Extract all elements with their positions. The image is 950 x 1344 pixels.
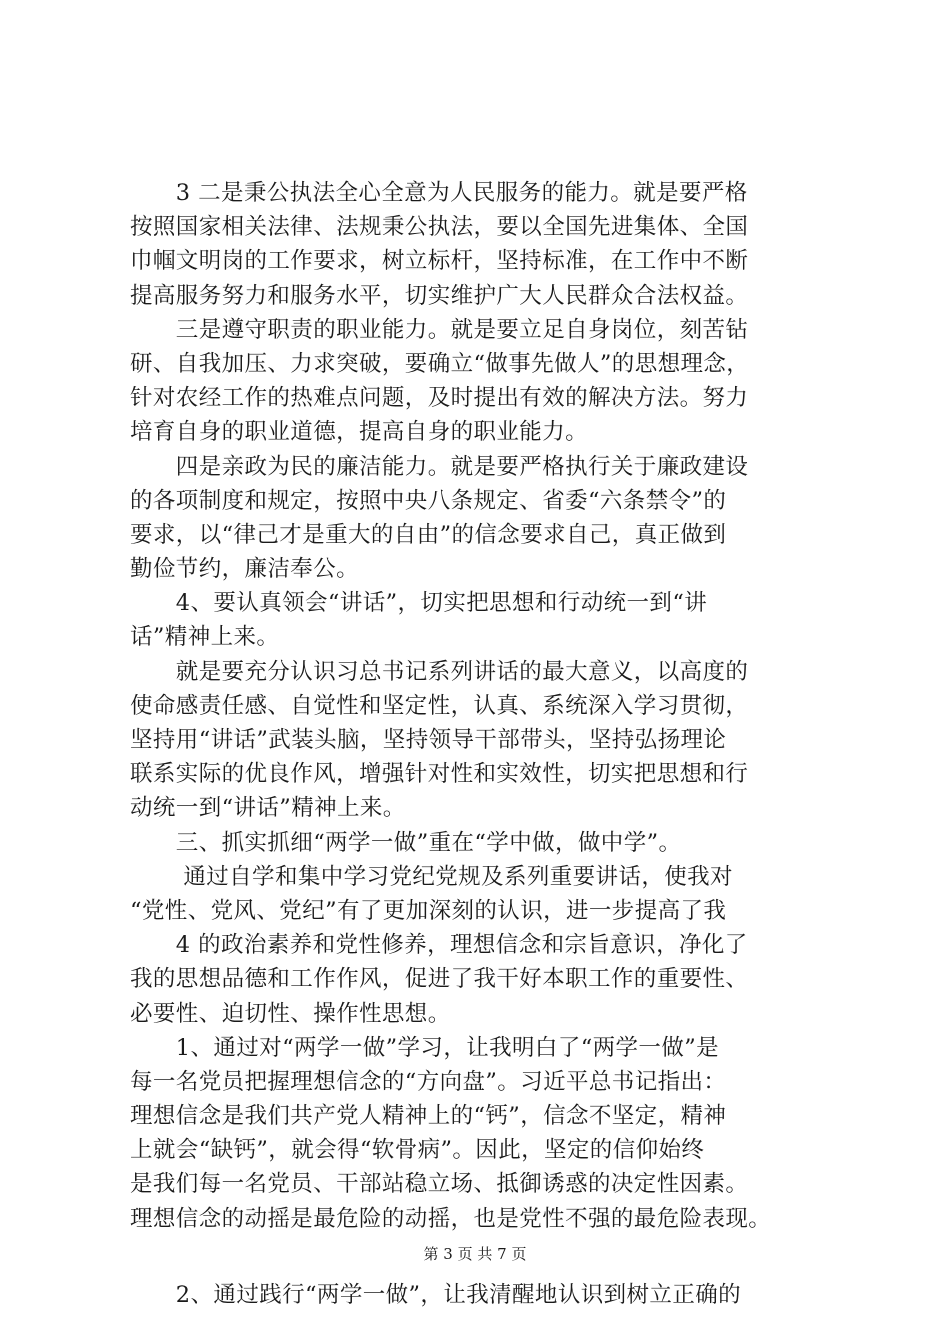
text-line: 坚持用“讲话”武装头脑，坚持领导干部带头，坚持弘扬理论 xyxy=(130,727,727,753)
text-line: “党性、党风、党纪”有了更加深刻的认识，进一步提高了我 xyxy=(130,897,727,924)
text-line: 要求，以“律己才是重大的自由”的信念要求自己，真正做到 xyxy=(130,521,727,548)
text-line: 3 二是秉公执法全心全意为人民服务的能力。就是要严格 xyxy=(130,180,748,206)
text-line: 勤俭节约，廉洁奉公。 xyxy=(130,556,360,583)
text-line: 按照国家相关法律、法规秉公执法，要以全国先进集体、全国 xyxy=(130,214,749,241)
text-line: 必要性、迫切性、操作性思想。 xyxy=(130,1000,451,1027)
document-body xyxy=(130,176,830,1312)
text-line: 2、通过践行“两学一做”，让我清醒地认识到树立正确的 xyxy=(130,1281,742,1308)
text-line: 4 的政治素养和党性修养，理想信念和宗旨意识，净化了 xyxy=(130,932,748,959)
text-line: 我的思想品德和工作作风，促进了我干好本职工作的重要性、 xyxy=(130,966,749,993)
text-line: 理想信念的动摇是最危险的动摇，也是党性不强的最危险表现。 xyxy=(130,1205,772,1232)
section-heading: 三、抓实抓细“两学一做”重在“学中做，做中学”。 xyxy=(130,829,682,856)
text-line: 通过自学和集中学习党纪党规及系列重要讲话，使我对 xyxy=(130,863,733,890)
page-footer: 第 3 页 共 7 页 xyxy=(423,1245,527,1263)
text-line: 是我们每一名党员、干部站稳立场、抵御诱惑的决定性因素。 xyxy=(130,1171,749,1198)
text-line: 巾帼文明岗的工作要求，树立标杆，坚持标准，在工作中不断 xyxy=(130,248,749,275)
text-line: 使命感责任感、自觉性和坚定性，认真、系统深入学习贯彻， xyxy=(130,692,749,719)
text-line: 三是遵守职责的职业能力。就是要立足自身岗位，刻苦钻 xyxy=(130,316,749,343)
text-line: 研、自我加压、力求突破，要确立“做事先做人”的思想理念， xyxy=(130,350,750,377)
text-line: 话”精神上来。 xyxy=(130,624,280,651)
text-line: 理想信念是我们共产党人精神上的“钙”，信念不坚定，精神 xyxy=(130,1103,727,1130)
text-line: 针对农经工作的热难点问题，及时提出有效的解决方法。努力 xyxy=(130,385,749,412)
text-line: 1、通过对“两学一做”学习，让我明白了“两学一做”是 xyxy=(130,1034,720,1061)
text-line: 联系实际的优良作风，增强针对性和实效性，切实把思想和行 xyxy=(130,761,749,788)
text-line: 就是要充分认识习总书记系列讲话的最大意义，以高度的 xyxy=(130,658,749,685)
text-line: 培育自身的职业道德，提高自身的职业能力。 xyxy=(130,419,589,446)
text-line: 4、要认真领会“讲话”，切实把思想和行动统一到“讲 xyxy=(130,590,708,617)
text-line: 提高服务努力和服务水平，切实维护广大人民群众合法权益。 xyxy=(130,282,749,309)
text-line: 每一名党员把握理想信念的“方向盘”。习近平总书记指出： xyxy=(130,1068,727,1095)
text-line: 动统一到“讲话”精神上来。 xyxy=(130,795,406,822)
text-line: 上就会“缺钙”，就会得“软骨病”。因此，坚定的信仰始终 xyxy=(130,1137,705,1164)
text-line: 四是亲政为民的廉洁能力。就是要严格执行关于廉政建设 xyxy=(130,453,749,480)
text-line: 的各项制度和规定，按照中央八条规定、省委“六条禁令”的 xyxy=(130,487,727,514)
